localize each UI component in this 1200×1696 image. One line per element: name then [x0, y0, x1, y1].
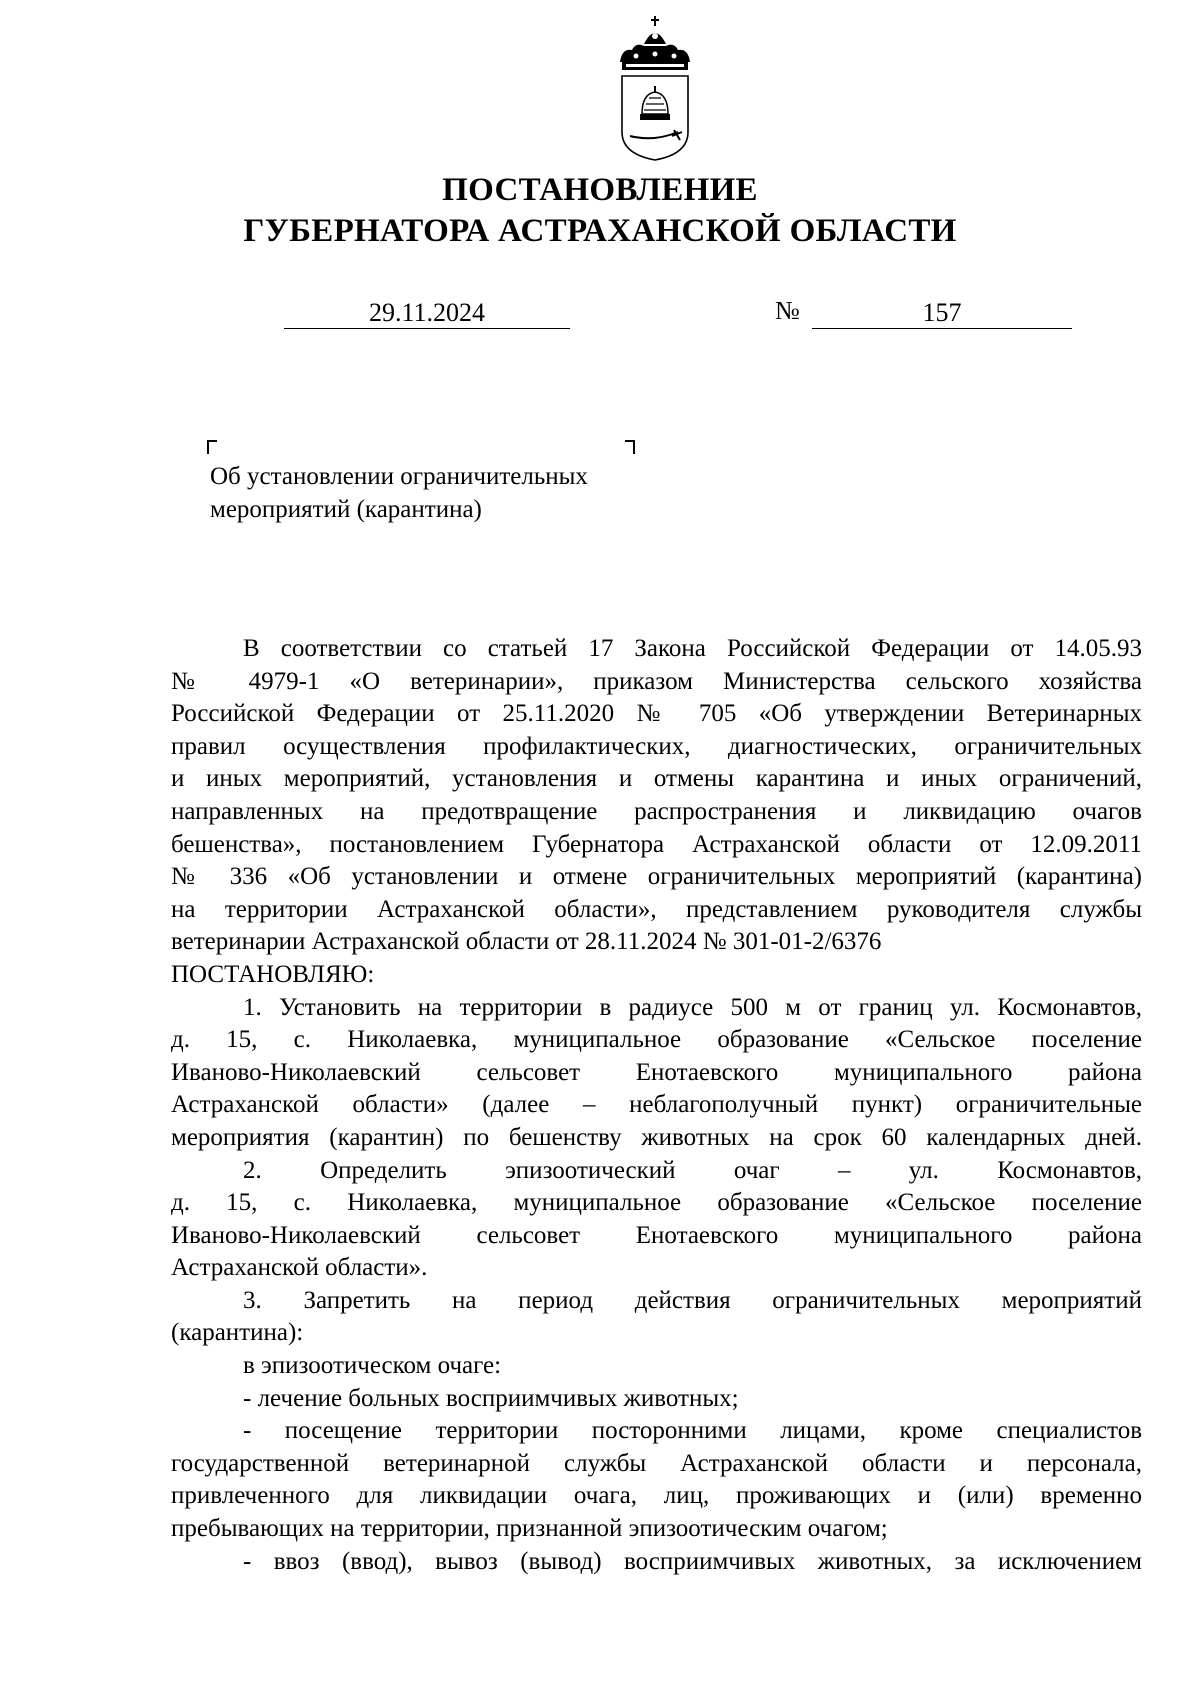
- issuer-title: ГУБЕРНАТОРА АСТРАХАНСКОЙ ОБЛАСТИ: [243, 213, 957, 249]
- body-line: правил осуществления профилактических, диагностических, ограничительных: [171, 732, 1142, 760]
- document-date: 29.11.2024: [284, 298, 570, 329]
- body-line: ветеринарии Астраханской области от 28.11.2024 № 301-01-2/6376: [171, 928, 882, 956]
- body-line: привлеченного для ликвидации очага, лиц, проживающих и (или) временно: [171, 1482, 1142, 1510]
- crown-icon: [620, 16, 690, 70]
- body-line: № 4979-1 «О ветеринарии», приказом Министерства сельского хозяйства: [171, 667, 1142, 695]
- body-line: в эпизоотическом очаге:: [243, 1352, 502, 1380]
- body-line: Российской Федерации от 25.11.2020 № 705 «Об утверждении Ветеринарных: [171, 700, 1142, 728]
- document-body: [171, 633, 1142, 1578]
- subject-corner-top-right: [625, 440, 635, 454]
- body-line: ПОСТАНОВЛЯЮ:: [171, 960, 375, 988]
- body-line: № 336 «Об установлении и отмене ограничительных мероприятий (карантина): [171, 863, 1142, 891]
- document-number: 157: [812, 298, 1072, 329]
- body-line: Астраханской области».: [171, 1254, 428, 1282]
- body-line: государственной ветеринарной службы Астраханской области и персонала,: [171, 1449, 1142, 1477]
- subject-corner-top-left: [207, 440, 217, 454]
- body-line: Астраханской области» (далее – неблагополучный пункт) ограничительные: [171, 1091, 1142, 1119]
- body-line: - лечение больных восприимчивых животных;: [243, 1384, 739, 1412]
- document-subject: [210, 460, 650, 526]
- body-line: мероприятия (карантин) по бешенству животных на срок 60 календарных дней.: [171, 1123, 1142, 1151]
- body-line: 1. Установить на территории в радиусе 500 м от границ ул. Космонавтов,: [243, 993, 1142, 1021]
- subject-line: Об установлении ограничительных: [210, 463, 588, 490]
- number-sign: №: [775, 296, 800, 325]
- body-line: Иваново-Николаевский сельсовет Енотаевского муниципального района: [171, 1058, 1142, 1086]
- document-type-title: ПОСТАНОВЛЕНИЕ: [442, 172, 758, 208]
- body-line: на территории Астраханской области», представлением руководителя службы: [171, 895, 1142, 923]
- body-line: 3. Запретить на период действия ограничительных мероприятий: [243, 1286, 1142, 1314]
- body-line: 2. Определить эпизоотический очаг – ул. Космонавтов,: [243, 1156, 1142, 1184]
- astrakhan-coat-of-arms-icon: [614, 14, 696, 164]
- body-line: В соответствии со статьей 17 Закона Российской Федерации от 14.05.93: [243, 635, 1142, 662]
- body-line: (карантина):: [171, 1319, 304, 1347]
- body-line: и иных мероприятий, установления и отмены карантина и иных ограничений,: [171, 765, 1142, 793]
- body-line: направленных на предотвращение распространения и ликвидацию очагов: [171, 797, 1142, 825]
- body-line: - посещение территории посторонними лицами, кроме специалистов: [243, 1417, 1142, 1445]
- subject-line: мероприятий (карантина): [210, 496, 482, 523]
- body-line: д. 15, с. Николаевка, муниципальное образование «Сельское поселение: [171, 1026, 1142, 1054]
- body-line: бешенства», постановлением Губернатора Астраханской области от 12.09.2011: [171, 830, 1142, 858]
- body-line: - ввоз (ввод), вывоз (вывод) восприимчивых животных, за исключением: [243, 1547, 1142, 1575]
- body-line: Иваново-Николаевский сельсовет Енотаевского муниципального района: [171, 1221, 1142, 1249]
- body-line: пребывающих на территории, признанной эпизоотическим очагом;: [171, 1515, 888, 1543]
- body-line: д. 15, с. Николаевка, муниципальное образование «Сельское поселение: [171, 1189, 1142, 1217]
